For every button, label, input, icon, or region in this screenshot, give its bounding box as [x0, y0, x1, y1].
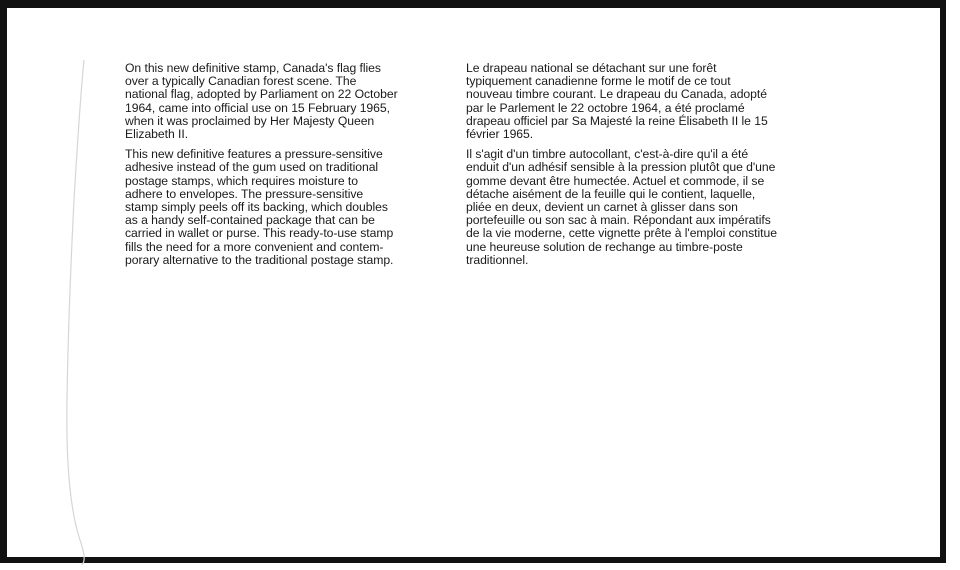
english-text-column: [125, 62, 437, 274]
french-paragraph-2: Il s'agit d'un timbre autocollant, c'est-à-dire qu'il a été enduit d'un adhésif sensible à la pression plutôt que d'une gomme devant être humectée. Actuel et commode, il se détache aisément de la feuille qui le contient, laquelle, pliée en deux, devient un carnet à glisser dans son portefeuille ou son sac à main. Répondant aux impératifs de la vie moderne, cette vignette prête à l'emploi constitue une heureuse solution de rechange au timbre-poste traditionnel.: [466, 147, 777, 267]
english-paragraph-1: On this new definitive stamp, Canada's flag flies over a typically Canadian forest scene. The national flag, adopted by Parliament on 22 October 1964, came into official use on 15 February 1965, when it was proclaimed by Her Majesty Queen Elizabeth II.: [125, 61, 398, 142]
french-paragraph-1: Le drapeau national se détachant sur une forêt typiquement canadienne forme le motif de ce tout nouveau timbre courant. Le drapeau du Canada, adopté par le Parlement le 22 octobre 1964, a été proclamé drapeau officiel par Sa Majesté la reine Élisabeth II le 15 février 1965.: [466, 61, 768, 142]
french-text-column: [466, 62, 818, 274]
english-paragraph-2: This new definitive features a pressure-sensitive adhesive instead of the gum used on traditional postage stamps, which requires moisture to adhere to envelopes. The pressure-sensitive stamp simply peels off its backing, which doubles as a handy self-contained package that can be carried in wallet or purse. This ready-to-use stamp fills the need for a more convenient and contem- porary alternative to the traditional postage stamp.: [125, 147, 394, 267]
